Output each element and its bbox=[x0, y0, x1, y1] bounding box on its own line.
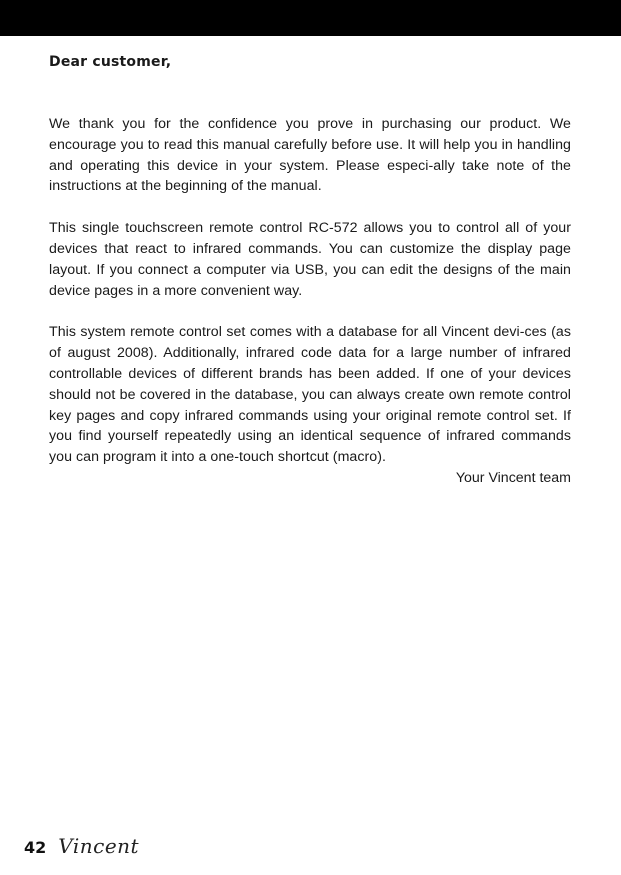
paragraph-product: This single touchscreen remote control RC-572 allows you to control all of your devices that react to infrared commands. You can customize the display page layout. If you connect a computer via USB, you can edit the designs of the main device pages in a more convenient way. bbox=[49, 220, 571, 299]
page-footer bbox=[24, 834, 139, 864]
brand-logo: Vincent bbox=[58, 834, 140, 858]
paragraph-database: This system remote control set comes with a database for all Vincent devi-ces (as of august 2008). Additionally, infrared code data for a large number of infrared controllable devices of different brands has been added. If one of your devices should not be covered in the database, you can always create own remote control key pages and copy infrared commands using your original remote control set. If you find yourself repeatedly using an identical sequence of infrared commands you can program it into a one-touch shortcut (macro). bbox=[49, 324, 571, 466]
salutation: Dear customer, bbox=[49, 54, 172, 70]
paragraph-intro: We thank you for the confidence you prove in purchasing our product. We encourage you to read this manual carefully before use. It will help you in handling and operating this device in your system. Please especi-ally take note of the instructions at the beginning of the manual. bbox=[49, 116, 571, 195]
letter-body bbox=[49, 52, 571, 489]
header-bar bbox=[0, 0, 621, 36]
page-number: 42 bbox=[24, 838, 47, 857]
signature: Your Vincent team bbox=[455, 469, 571, 486]
